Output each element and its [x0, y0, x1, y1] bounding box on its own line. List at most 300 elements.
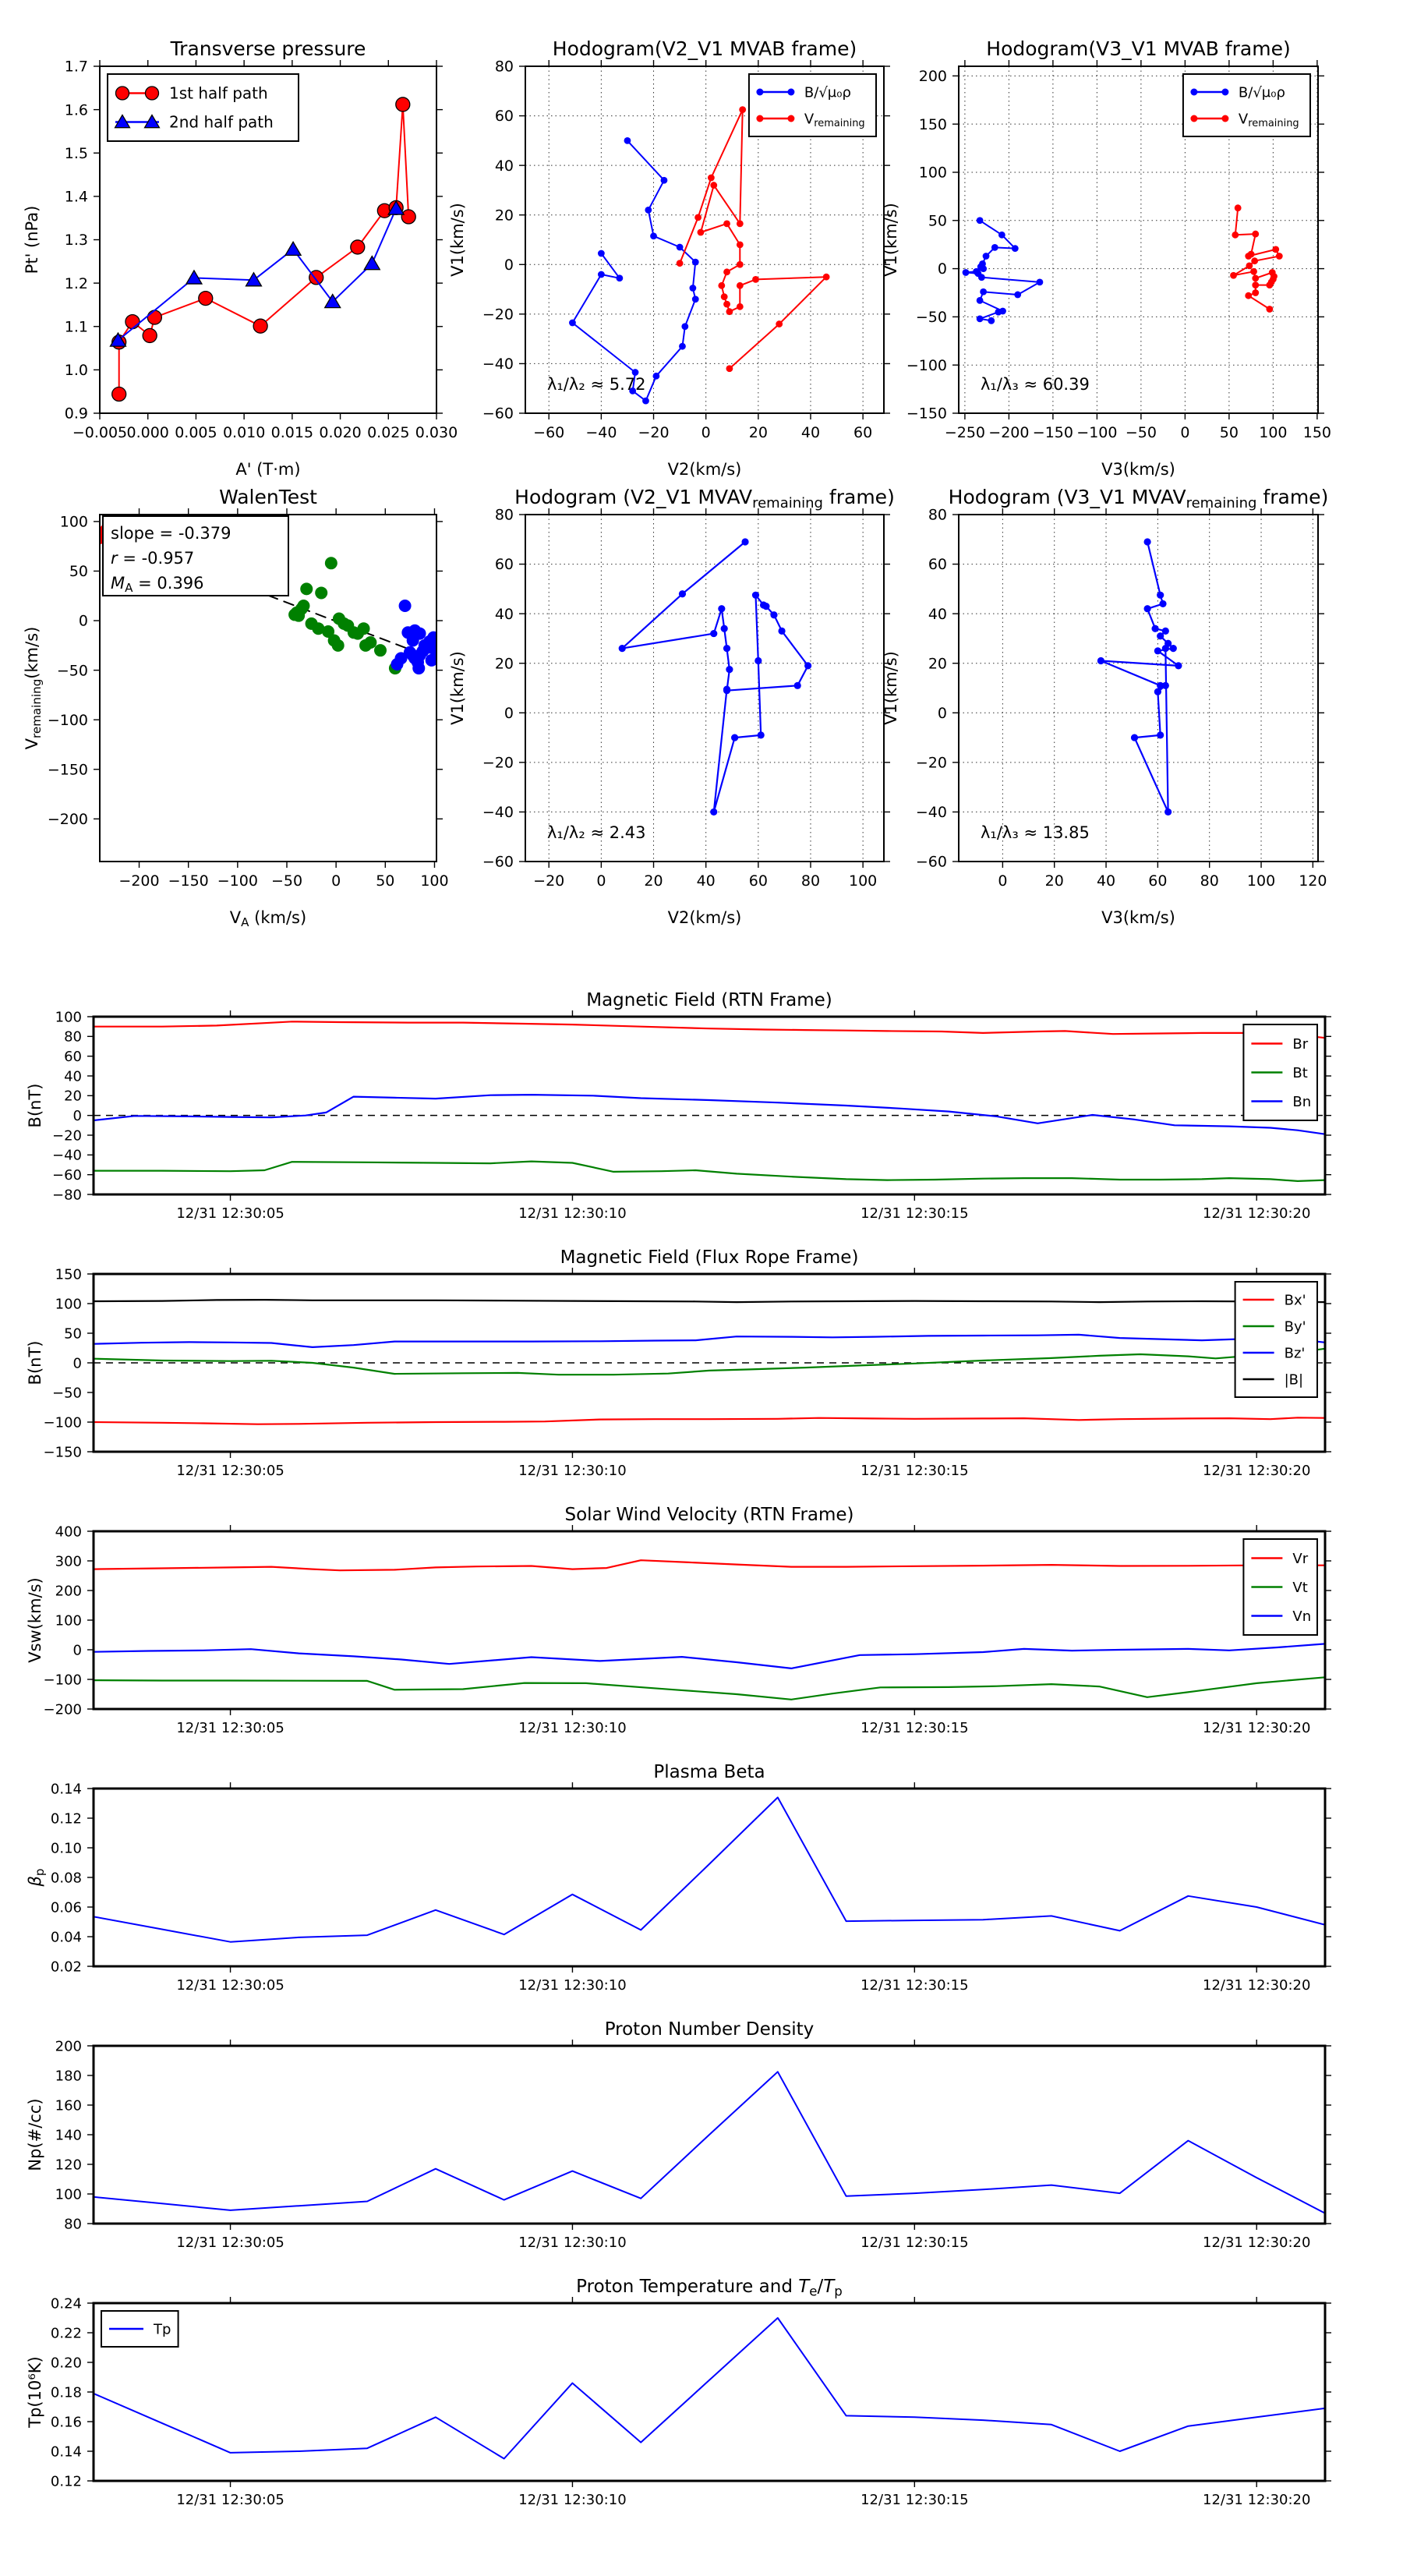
plot-title: Proton Temperature and $T_e/T_p$ — [576, 2277, 843, 2299]
marker-dot — [770, 611, 777, 618]
plot-area-proton_temp — [94, 2318, 1325, 2459]
y-tick-label: 150 — [918, 115, 947, 133]
y-tick-label: 200 — [918, 68, 947, 86]
y-tick-label: −200 — [43, 1701, 82, 1718]
x-tick-label: 12/31 12:30:20 — [1203, 1463, 1311, 1479]
marker-dot — [1190, 89, 1197, 96]
marker-circle — [396, 97, 410, 111]
x-tick-label: 100 — [420, 872, 449, 890]
y-tick-label: 0.20 — [50, 2355, 82, 2372]
x-tick-label: 12/31 12:30:15 — [861, 2492, 969, 2508]
x-tick-label: 80 — [800, 872, 821, 890]
series-V-remaining — [680, 110, 826, 369]
axes-frame — [94, 1531, 1325, 1709]
x-tick-label: −200 — [118, 872, 160, 890]
plot-title: Solar Wind Velocity (RTN Frame) — [564, 1505, 854, 1525]
series-Vt — [94, 1677, 1325, 1700]
y-axis-label: $\beta_p$ — [26, 1868, 48, 1887]
y-tick-label: −40 — [52, 1147, 82, 1164]
plot-proton_density — [26, 2019, 1331, 2251]
y-tick-label: 0.04 — [50, 1929, 82, 1946]
y-axis-label: V1(km/s) — [882, 203, 900, 277]
legend-label: Bx' — [1284, 1292, 1306, 1309]
x-tick-label: 12/31 12:30:05 — [176, 1205, 284, 1222]
legend-label: By' — [1284, 1318, 1306, 1336]
plot-area-vsw_rtn — [94, 1560, 1325, 1700]
series-beta-p — [94, 1797, 1325, 1941]
marker-dot — [679, 590, 686, 597]
y-tick-label: 150 — [55, 1266, 82, 1283]
x-tick-label: 12/31 12:30:20 — [1203, 2235, 1311, 2251]
plot-title: Hodogram(V2_V1 MVAB frame) — [552, 37, 857, 60]
y-tick-label: 0 — [78, 612, 88, 630]
y-tick-label: 140 — [55, 2127, 82, 2144]
marker-dot — [741, 538, 748, 545]
marker-dot — [677, 260, 684, 267]
marker-dot — [1144, 605, 1151, 612]
y-tick-label: 120 — [55, 2157, 82, 2174]
x-tick-label: 120 — [1299, 872, 1327, 890]
legend-label: Vn — [1292, 1608, 1312, 1625]
x-tick-label: −20 — [533, 872, 565, 890]
y-axis-label: Np(#/cc) — [26, 2098, 44, 2171]
series-Bx-prime — [94, 1417, 1325, 1424]
x-tick-label: 0 — [1180, 424, 1190, 441]
marker-dot — [737, 303, 744, 310]
marker-dot — [756, 115, 763, 122]
plot-mag_rtn — [26, 990, 1331, 1222]
marker-dot — [710, 182, 717, 189]
series-By-prime — [94, 1349, 1325, 1375]
axes-frame — [94, 1789, 1325, 1966]
axes-frame — [525, 515, 884, 862]
marker-circle — [412, 662, 425, 674]
marker-dot — [723, 268, 730, 275]
marker-circle — [300, 582, 313, 595]
y-tick-label: 50 — [928, 212, 947, 230]
plot-proton_temp — [26, 2277, 1331, 2508]
y-tick-label: −40 — [482, 356, 514, 373]
marker-dot — [723, 685, 730, 692]
stats-line: slope = -0.379 — [111, 524, 231, 543]
marker-dot — [1221, 89, 1228, 96]
y-tick-label: 80 — [494, 506, 514, 524]
x-tick-label: 20 — [1044, 872, 1064, 890]
plot-title: Hodogram(V3_V1 MVAB frame) — [986, 37, 1291, 60]
x-tick-label: 100 — [1259, 424, 1288, 441]
series-Bz-prime — [94, 1335, 1325, 1347]
y-tick-label: 100 — [59, 513, 88, 531]
marker-dot — [718, 282, 725, 289]
marker-dot — [1154, 647, 1161, 654]
marker-dot — [758, 731, 765, 738]
x-tick-label: 12/31 12:30:20 — [1203, 1205, 1311, 1222]
marker-dot — [778, 628, 785, 635]
marker-dot — [998, 232, 1005, 239]
marker-dot — [980, 288, 987, 295]
marker-dot — [1245, 292, 1252, 299]
legend-label: 1st half path — [169, 83, 268, 103]
plot-hodogram_v3v1_mvab — [882, 37, 1331, 479]
marker-dot — [1252, 231, 1259, 238]
x-tick-label: 0.010 — [222, 424, 266, 441]
marker-dot — [598, 271, 605, 278]
x-tick-label: 12/31 12:30:20 — [1203, 1720, 1311, 1736]
x-tick-label: 0.015 — [270, 424, 314, 441]
marker-dot — [787, 115, 794, 122]
marker-dot — [1162, 628, 1169, 635]
x-tick-label: 0.025 — [367, 424, 410, 441]
marker-dot — [694, 214, 702, 221]
y-tick-label: 0 — [72, 1355, 82, 1372]
plot-title: Transverse pressure — [170, 37, 366, 60]
marker-dot — [708, 175, 715, 182]
y-tick-label: −40 — [915, 804, 947, 822]
y-tick-label: 100 — [918, 164, 947, 182]
legend-label: $V_{remaining}$ — [804, 111, 865, 129]
marker-dot — [1014, 292, 1021, 299]
marker-dot — [619, 645, 626, 652]
marker-dot — [698, 229, 705, 236]
x-tick-label: 12/31 12:30:05 — [176, 1463, 284, 1479]
x-tick-label: 12/31 12:30:10 — [518, 1463, 627, 1479]
y-axis-label: Vsw(km/s) — [26, 1577, 44, 1663]
y-tick-label: 100 — [55, 1009, 82, 1026]
lambda-ratio-annotation: λ₁/λ₂ ≈ 2.43 — [547, 823, 646, 842]
marker-dot — [726, 308, 733, 315]
y-tick-label: 0 — [72, 1107, 82, 1124]
stats-line: r = -0.957 — [111, 549, 195, 568]
legend-label: Vr — [1292, 1550, 1309, 1567]
marker-circle — [199, 292, 213, 306]
marker-dot — [752, 592, 759, 599]
marker-dot — [1232, 232, 1239, 239]
marker-dot — [804, 662, 811, 669]
y-tick-label: 1.0 — [64, 362, 88, 380]
plot-title: Proton Number Density — [604, 2019, 815, 2040]
marker-dot — [988, 317, 995, 324]
y-tick-label: 0 — [72, 1642, 82, 1659]
x-tick-label: 12/31 12:30:05 — [176, 2492, 284, 2508]
marker-dot — [569, 320, 576, 327]
marker-circle — [297, 600, 309, 612]
legend-label: Bn — [1292, 1093, 1312, 1110]
marker-dot — [642, 398, 649, 405]
legend-label: B/√μ₀ρ — [804, 84, 851, 101]
x-tick-label: 60 — [1148, 872, 1168, 890]
marker-dot — [991, 244, 998, 251]
marker-dot — [977, 315, 984, 322]
x-tick-label: 12/31 12:30:10 — [518, 2492, 627, 2508]
marker-dot — [679, 343, 686, 350]
y-tick-label: 0.14 — [50, 2443, 82, 2461]
x-tick-label: 12/31 12:30:15 — [861, 1463, 969, 1479]
legend — [101, 2311, 178, 2347]
plot-hodogram_v2v1_mvav — [448, 486, 895, 927]
marker-dot — [977, 217, 984, 224]
marker-dot — [823, 274, 830, 281]
marker-dot — [1230, 272, 1237, 279]
y-tick-label: −20 — [52, 1127, 82, 1145]
marker-dot — [661, 177, 668, 184]
marker-dot — [1252, 281, 1259, 288]
y-tick-label: −150 — [43, 1444, 82, 1461]
x-tick-label: 50 — [1219, 424, 1239, 441]
x-tick-label: 12/31 12:30:10 — [518, 1720, 627, 1736]
marker-dot — [1162, 645, 1169, 652]
x-tick-label: 100 — [849, 872, 878, 890]
marker-dot — [977, 297, 984, 304]
y-tick-label: 0.14 — [50, 1781, 82, 1798]
marker-dot — [737, 241, 744, 248]
y-axis-label: B(nT) — [26, 1083, 44, 1128]
marker-dot — [787, 89, 794, 96]
x-tick-label: 12/31 12:30:10 — [518, 1205, 627, 1222]
x-tick-label: 12/31 12:30:15 — [861, 1205, 969, 1222]
marker-circle — [125, 315, 140, 329]
y-axis-label: $V_{remaining}(km/s)$ — [23, 626, 44, 750]
plot-title: Magnetic Field (RTN Frame) — [586, 990, 832, 1010]
marker-triangle — [285, 242, 301, 255]
marker-dot — [1252, 275, 1259, 282]
marker-dot — [689, 285, 696, 292]
y-tick-label: 40 — [494, 605, 514, 623]
marker-dot — [598, 250, 605, 257]
marker-circle — [359, 639, 372, 652]
plot-title: Magnetic Field (Flux Rope Frame) — [560, 1247, 859, 1268]
y-tick-label: −200 — [47, 810, 88, 828]
x-tick-label: 60 — [853, 424, 873, 441]
y-tick-label: 0.22 — [50, 2325, 82, 2342]
y-tick-label: 1.2 — [64, 274, 88, 292]
y-tick-label: 80 — [64, 1028, 82, 1046]
series-Vn — [94, 1644, 1325, 1668]
legend — [1243, 1539, 1317, 1635]
marker-dot — [723, 220, 730, 227]
y-tick-label: 0.9 — [64, 405, 88, 423]
marker-dot — [760, 601, 767, 608]
y-tick-label: −20 — [915, 754, 947, 772]
y-tick-label: 20 — [494, 655, 514, 673]
series-Vr — [94, 1560, 1325, 1570]
x-tick-label: −250 — [944, 424, 986, 441]
marker-dot — [721, 293, 728, 300]
y-tick-label: −50 — [56, 662, 88, 680]
marker-dot — [794, 682, 801, 689]
x-tick-label: 0.005 — [175, 424, 217, 441]
marker-dot — [723, 645, 730, 652]
marker-circle — [116, 87, 129, 100]
plot-mag_fluxrope — [26, 1247, 1331, 1479]
marker-dot — [692, 259, 699, 266]
marker-dot — [692, 295, 699, 303]
series-Br — [94, 1021, 1325, 1038]
marker-dot — [1245, 253, 1252, 260]
marker-dot — [718, 605, 725, 612]
plot-area-plasma_beta — [94, 1797, 1325, 1941]
y-tick-label: 20 — [928, 655, 947, 673]
x-tick-label: 12/31 12:30:20 — [1203, 2492, 1311, 2508]
legend-label: 2nd half path — [169, 112, 274, 132]
legend-label: $V_{remaining}$ — [1238, 111, 1299, 129]
series-Bn — [94, 1095, 1325, 1134]
marker-dot — [652, 373, 659, 380]
marker-dot — [1151, 625, 1158, 632]
series-Np — [94, 2072, 1325, 2213]
marker-dot — [1246, 262, 1253, 269]
y-tick-label: −20 — [482, 306, 514, 324]
y-tick-label: 1.7 — [64, 58, 88, 76]
y-tick-label: 80 — [494, 58, 514, 76]
marker-dot — [616, 274, 623, 281]
axes-frame — [94, 1017, 1325, 1194]
plot-area-mag_fluxrope — [94, 1300, 1325, 1424]
y-tick-label: −80 — [52, 1187, 82, 1204]
plot-walen_test — [23, 486, 449, 929]
x-tick-label: 40 — [1096, 872, 1116, 890]
marker-circle — [401, 210, 415, 224]
plot-hodogram_v2v1_mvab — [448, 37, 890, 479]
x-tick-label: 80 — [1200, 872, 1219, 890]
marker-triangle — [186, 271, 202, 284]
x-tick-label: 0.020 — [319, 424, 362, 441]
plot-area-mag_rtn — [94, 1021, 1325, 1181]
x-tick-label: 12/31 12:30:15 — [861, 2235, 969, 2251]
plot-area-hodogram_v2v1_mvav — [619, 538, 812, 816]
x-axis-label: A' (T·m) — [235, 460, 301, 479]
marker-dot — [710, 809, 717, 816]
x-tick-label: 12/31 12:30:05 — [176, 1977, 284, 1994]
y-axis-label: B(nT) — [26, 1340, 44, 1385]
x-tick-label: −40 — [585, 424, 617, 441]
y-tick-label: −100 — [43, 1414, 82, 1431]
x-tick-label: −0.005 — [72, 424, 128, 441]
y-tick-label: 0 — [937, 704, 947, 722]
plot-title: Hodogram (V2_V1 $MVAV_{remaining}$ frame) — [514, 486, 895, 511]
marker-dot — [739, 106, 746, 113]
series-V-remaining-path — [622, 542, 808, 812]
legend — [108, 74, 299, 141]
y-tick-label: −150 — [906, 405, 947, 423]
x-axis-label: V2(km/s) — [667, 908, 742, 927]
y-tick-label: 0.08 — [50, 1870, 82, 1887]
marker-dot — [1157, 592, 1164, 599]
x-tick-label: 100 — [1246, 872, 1276, 890]
marker-circle — [253, 319, 267, 333]
marker-dot — [723, 301, 730, 308]
marker-dot — [980, 265, 987, 272]
plot-area-hodogram_v3v1_mvab — [963, 204, 1283, 324]
marker-dot — [752, 276, 759, 283]
legend-label: Br — [1292, 1035, 1309, 1053]
y-tick-label: −60 — [482, 405, 514, 423]
plot-vsw_rtn — [26, 1505, 1331, 1736]
y-tick-label: 50 — [64, 1325, 82, 1343]
y-tick-label: 200 — [55, 1583, 82, 1600]
y-tick-label: 1.1 — [64, 318, 88, 336]
marker-circle — [147, 310, 161, 324]
y-tick-label: 400 — [55, 1523, 82, 1541]
y-tick-label: −150 — [47, 761, 88, 779]
marker-dot — [963, 269, 970, 276]
marker-dot — [1037, 278, 1044, 285]
y-tick-label: −100 — [47, 711, 88, 729]
y-tick-label: 0.16 — [50, 2414, 82, 2431]
y-tick-label: 60 — [494, 556, 514, 574]
y-tick-label: −100 — [906, 356, 947, 374]
y-tick-label: 20 — [494, 207, 514, 225]
x-tick-label: 0 — [331, 872, 341, 890]
y-tick-label: 80 — [928, 506, 947, 524]
marker-dot — [726, 365, 733, 372]
y-tick-label: 300 — [55, 1553, 82, 1570]
marker-dot — [1266, 306, 1273, 313]
y-tick-label: 60 — [64, 1048, 82, 1065]
marker-circle — [407, 634, 419, 646]
x-tick-label: 20 — [748, 424, 768, 441]
marker-dot — [1012, 245, 1019, 252]
x-tick-label: 20 — [644, 872, 663, 890]
plot-area-proton_density — [94, 2072, 1325, 2213]
x-axis-label: V2(km/s) — [667, 460, 742, 479]
marker-circle — [112, 387, 126, 402]
x-tick-label: 0.030 — [415, 424, 458, 441]
x-tick-label: 12/31 12:30:10 — [518, 1977, 627, 1994]
marker-dot — [624, 137, 631, 144]
marker-dot — [983, 253, 990, 260]
y-tick-label: 0.12 — [50, 1810, 82, 1828]
stats-line: $M_A = 0.396$ — [111, 574, 204, 596]
y-tick-label: −100 — [43, 1672, 82, 1689]
marker-dot — [1131, 734, 1138, 741]
x-tick-label: 60 — [748, 872, 768, 890]
marker-dot — [1162, 682, 1169, 689]
plot-hodogram_v3v1_mvav — [882, 486, 1328, 927]
marker-dot — [731, 734, 738, 741]
series-Bt — [94, 1162, 1325, 1181]
marker-circle — [395, 652, 408, 664]
y-tick-label: 80 — [64, 2216, 82, 2233]
marker-dot — [677, 244, 684, 251]
marker-dot — [650, 232, 657, 239]
x-tick-label: −150 — [168, 872, 209, 890]
marker-dot — [1157, 731, 1164, 738]
x-tick-label: 12/31 12:30:10 — [518, 2235, 627, 2251]
y-axis-label: V1(km/s) — [448, 651, 467, 725]
marker-circle — [325, 557, 337, 569]
marker-circle — [427, 632, 440, 644]
legend-label: Bt — [1292, 1064, 1308, 1081]
marker-circle — [146, 87, 159, 100]
legend — [1235, 1282, 1317, 1397]
x-tick-label: −100 — [217, 872, 258, 890]
series-V-remaining-path — [1101, 542, 1179, 812]
y-tick-label: 0.02 — [50, 1959, 82, 1976]
y-tick-label: 1.4 — [64, 188, 88, 206]
y-tick-label: −20 — [482, 754, 514, 772]
lambda-ratio-annotation: λ₁/λ₃ ≈ 13.85 — [981, 823, 1090, 842]
plot-area-hodogram_v3v1_mvav — [1097, 538, 1182, 816]
legend-label: Tp — [154, 2321, 171, 2338]
marker-dot — [1276, 253, 1283, 260]
x-tick-label: 12/31 12:30:05 — [176, 2235, 284, 2251]
marker-dot — [995, 309, 1002, 316]
plot-area-hodogram_v2v1_mvab — [569, 106, 829, 404]
x-tick-label: 12/31 12:30:05 — [176, 1720, 284, 1736]
x-tick-label: −50 — [1125, 424, 1157, 441]
marker-circle — [399, 600, 412, 612]
plot-title: WalenTest — [219, 486, 317, 508]
